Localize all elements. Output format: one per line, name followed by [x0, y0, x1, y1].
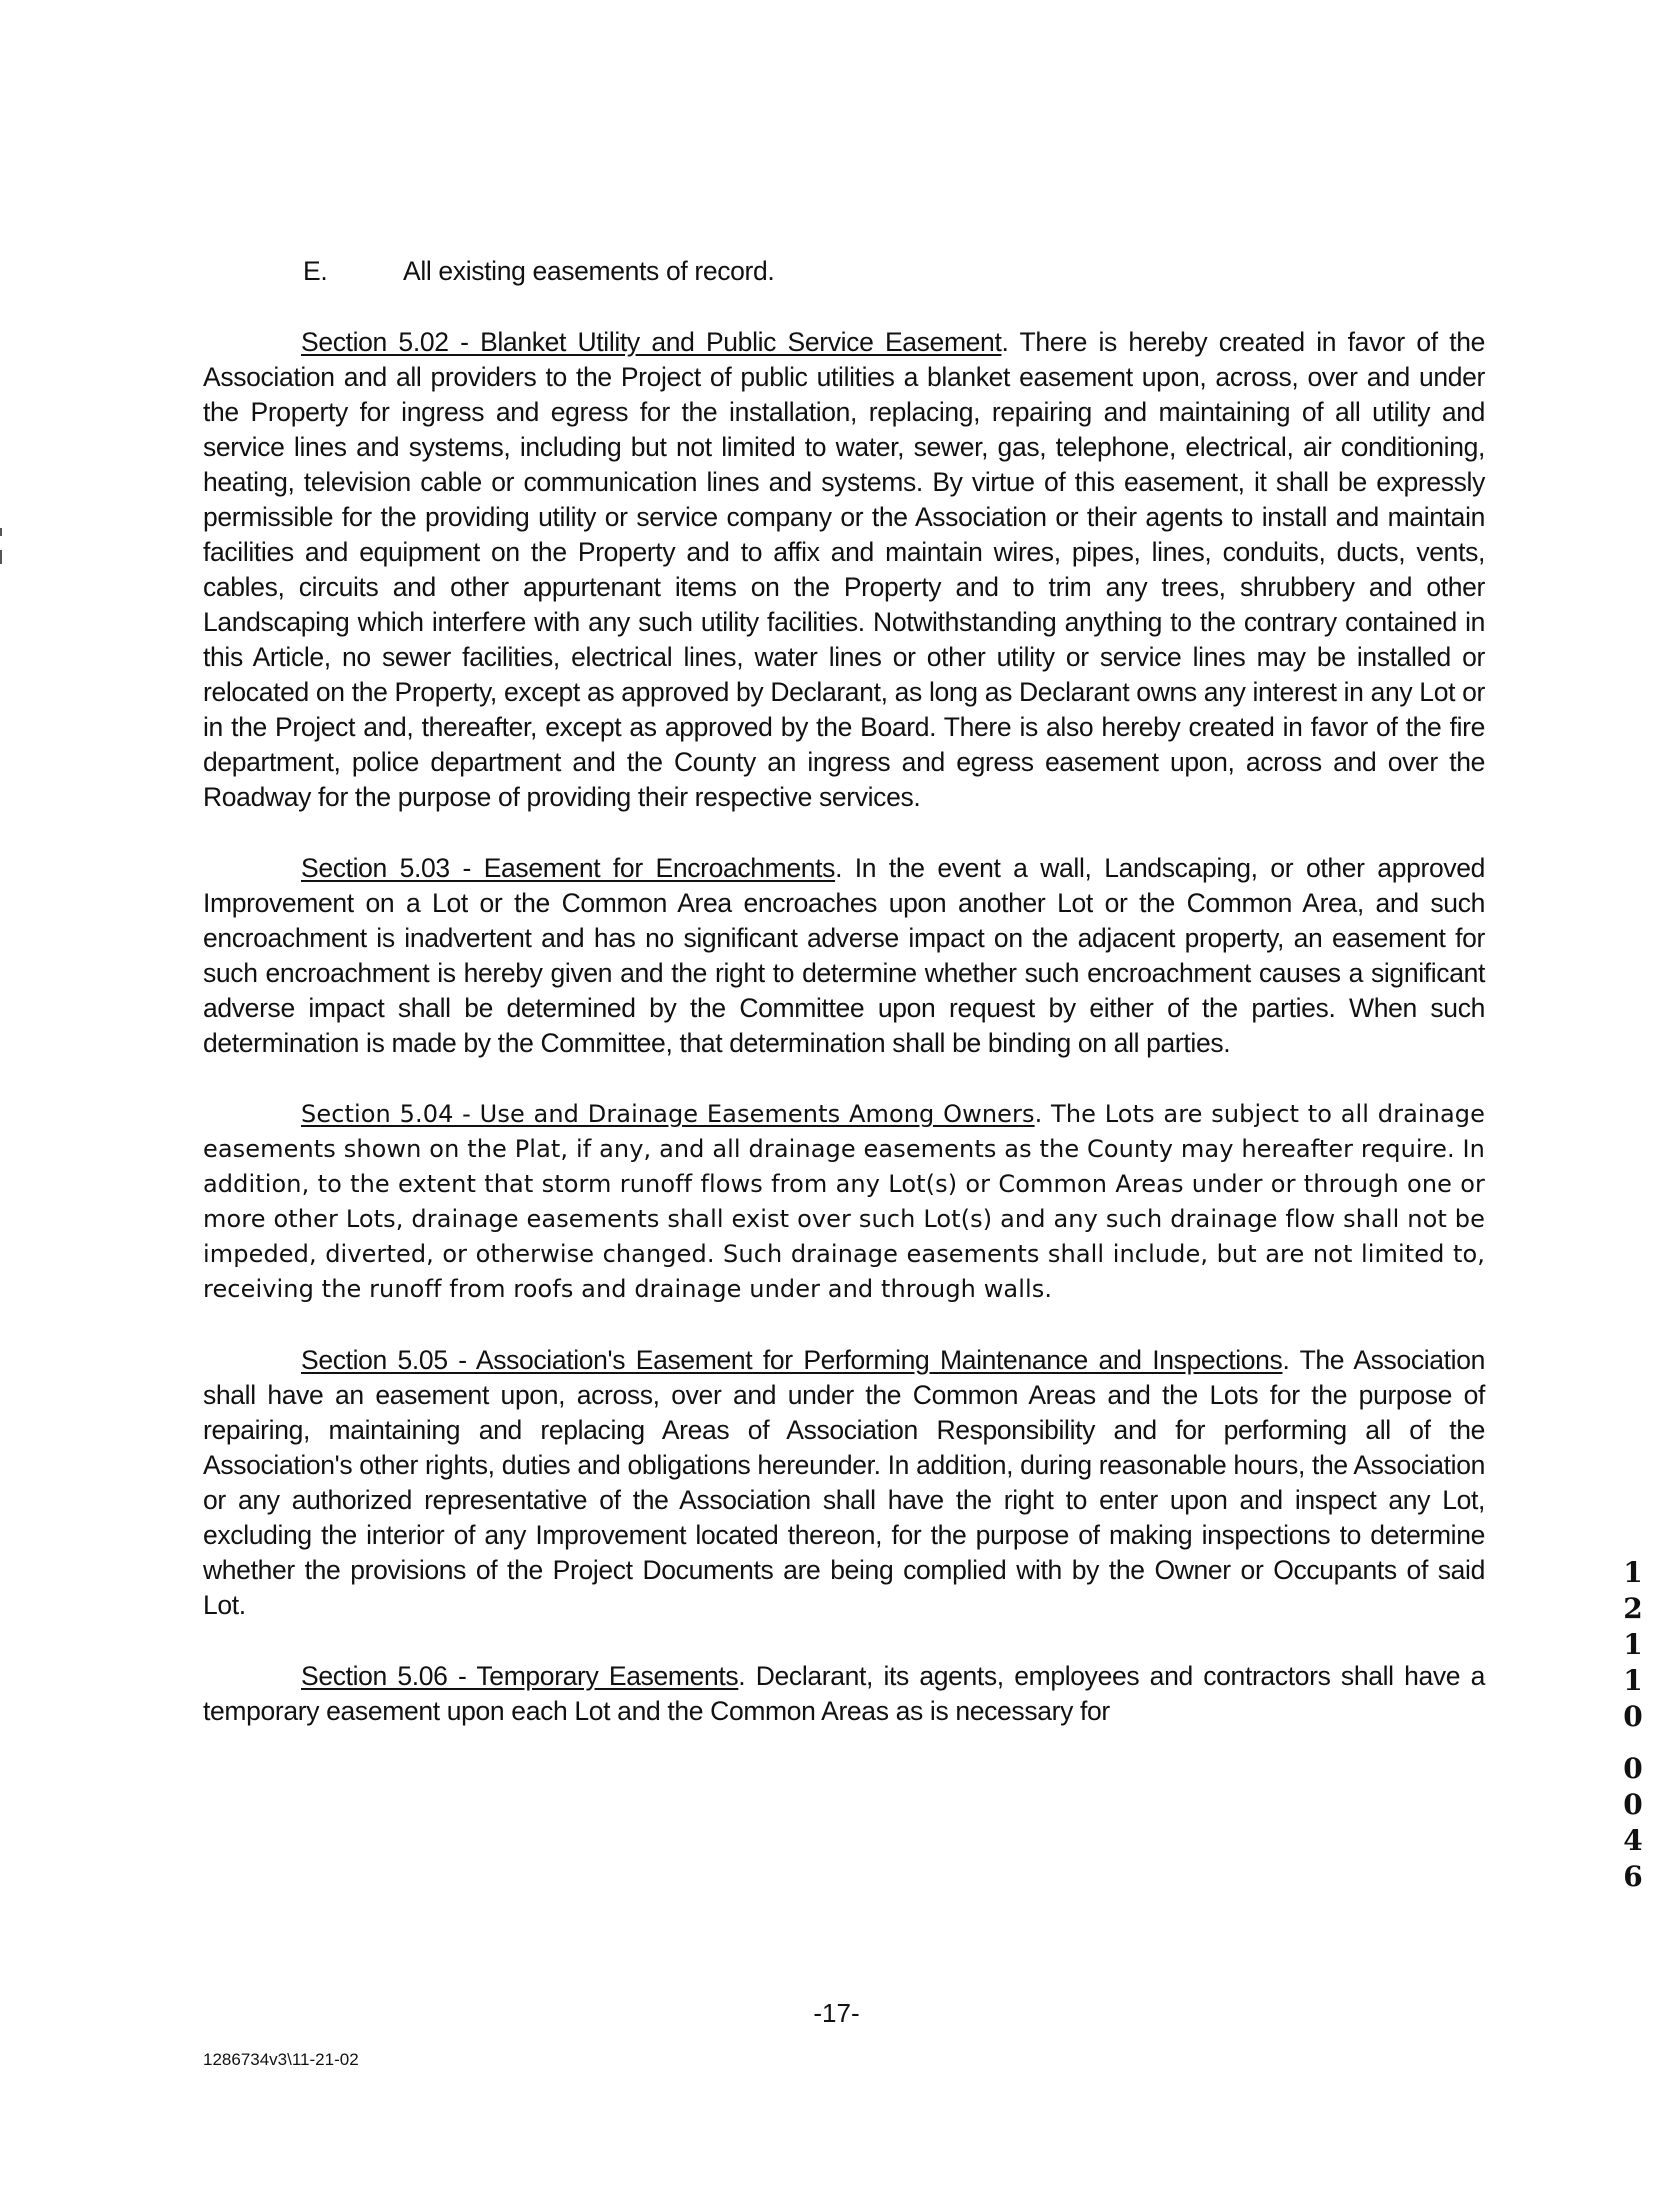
section-heading: Section 5.02 - Blanket Utility and Public Service Easement	[301, 327, 1002, 357]
stamp-digit: 1	[1623, 1628, 1643, 1661]
scan-margin-mark	[0, 528, 2, 536]
section-heading: Section 5.05 - Association's Easement for Performing Maintenance and Inspections	[301, 1345, 1283, 1375]
section-5-05	[203, 1343, 1485, 1623]
section-text: . The Lots are subject to all drainage easements shown on the Plat, if any, and all drainage easements as the County may hereafter require. In addition, to the extent that storm runoff flows from any Lot(s) or Common Areas under or through one or more other Lots, drainage easements shall exist over such Lot(s) and any such drainage flow shall not be impeded, diverted, or otherwise changed. Such drainage easements shall include, but are not limited to, receiving the runoff from roofs and drainage under and through walls.	[203, 1100, 1485, 1303]
list-item-e	[203, 254, 1485, 289]
stamp-digit: 2	[1623, 1592, 1643, 1625]
stamp-digit: 6	[1623, 1860, 1643, 1893]
stamp-digit: 0	[1623, 1752, 1643, 1785]
section-text: . The Association shall have an easement upon, across, over and under the Common Areas and the Lots for the purpose of repairing, maintaining and replacing Areas of Association Responsibility and for performing all of the Association's other rights, duties and obligations hereunder. In addition, during reasonable hours, the Association or any authorized representative of the Association shall have the right to enter upon and inspect any Lot, excluding the interior of any Improvement located thereon, for the purpose of making inspections to determine whether the provisions of the Project Documents are being complied with by the Owner or Occupants of said Lot.	[203, 1345, 1485, 1620]
section-5-04	[203, 1097, 1485, 1307]
stamp-digit: 1	[1623, 1556, 1643, 1589]
section-heading: Section 5.03 - Easement for Encroachments	[301, 853, 836, 883]
section-5-06	[203, 1659, 1485, 1729]
stamp-digit: 0	[1623, 1700, 1643, 1733]
section-text: . There is hereby created in favor of the Association and all providers to the Project of public utilities a blanket easement upon, across, over and under the Property for ingress and egress for the installation, replacing, repairing and maintaining of all utility and service lines and systems, including but not limited to water, sewer, gas, telephone, electrical, air conditioning, heating, television cable or communication lines and systems. By virtue of this easement, it shall be expressly permissible for the providing utility or service company or the Association or their agents to install and maintain facilities and equipment on the Property and to affix and maintain wires, pipes, lines, conduits, ducts, vents, cables, circuits and other appurtenant items on the Property and to trim any trees, shrubbery and other Landscaping which interfere with any such utility facilities. Notwithstanding anything to the contrary contained in this Article, no sewer facilities, electrical lines, water lines or other utility or service lines may be installed or relocated on the Property, except as approved by Declarant, as long as Declarant owns any interest in any Lot or in the Project and, thereafter, except as approved by the Board. There is also hereby created in favor of the fire department, police department and the County an ingress and egress easement upon, across and over the Roadway for the purpose of providing their respective services.	[203, 327, 1485, 812]
page-number: -17-	[813, 1998, 860, 2028]
section-text: . Declarant, its agents, employees and contractors shall have a temporary easement upon each Lot and the Common Areas as is necessary for	[203, 1661, 1485, 1726]
stamp-gap	[1618, 1735, 1648, 1751]
recording-number-stamp	[1618, 1555, 1648, 1895]
list-item-letter: E.	[303, 256, 328, 286]
section-heading: Section 5.06 - Temporary Easements	[301, 1661, 739, 1691]
document-body	[203, 254, 1485, 1765]
stamp-digit: 1	[1623, 1664, 1643, 1697]
document-code: 1286734v3\11-21-02	[203, 2050, 359, 2069]
stamp-digit: 0	[1623, 1788, 1643, 1821]
section-5-03	[203, 851, 1485, 1061]
section-5-02	[203, 325, 1485, 815]
section-heading: Section 5.04 - Use and Drainage Easements Among Owners	[301, 1100, 1035, 1128]
list-item-text: All existing easements of record.	[403, 256, 775, 286]
section-text: . In the event a wall, Landscaping, or other approved Improvement on a Lot or the Common Area encroaches upon another Lot or the Common Area, and such encroachment is inadvertent and has no significant adverse impact on the adjacent property, an easement for such encroachment is hereby given and the right to determine whether such encroachment causes a significant adverse impact shall be determined by the Committee upon request by either of the parties. When such determination is made by the Committee, that determination shall be binding on all parties.	[203, 853, 1486, 1058]
stamp-digit: 4	[1623, 1824, 1643, 1857]
scan-margin-mark	[0, 550, 2, 564]
